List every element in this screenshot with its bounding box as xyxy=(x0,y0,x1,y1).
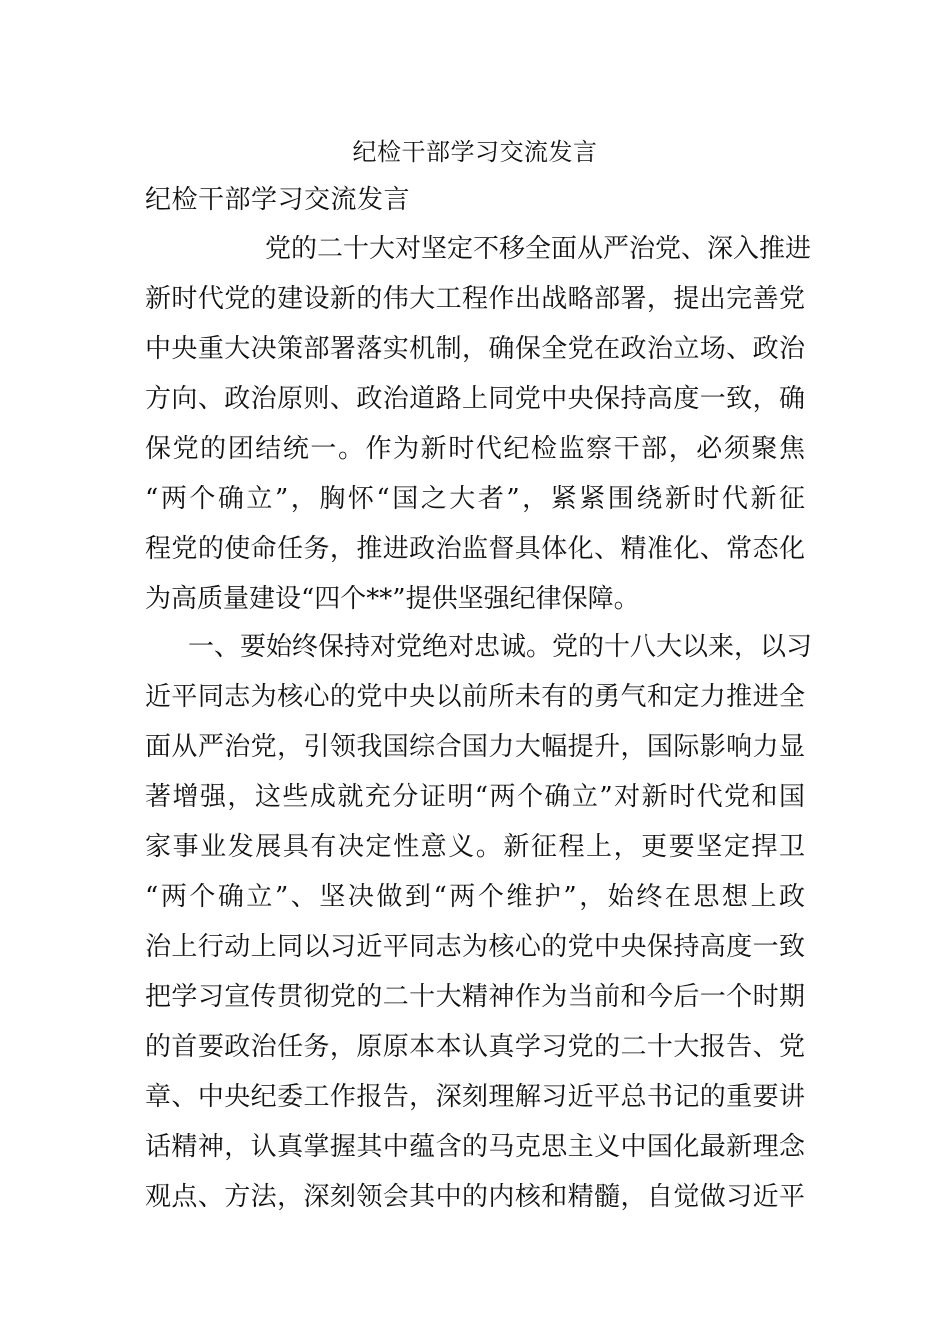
paragraph-line: 的首要政治任务，原原本本认真学习党的二十大报告、党 xyxy=(145,1032,805,1062)
paragraph-line: 方向、政治原则、政治道路上同党中央保持高度一致，确 xyxy=(145,384,805,414)
paragraph-line: 观点、方法，深刻领会其中的内核和精髓，自觉做习近平 xyxy=(145,1182,805,1212)
paragraph-line: 家事业发展具有决定性意义。新征程上，更要坚定捍卫 xyxy=(145,832,805,862)
paragraph-line: 保党的团结统一。作为新时代纪检监察干部，必须聚焦 xyxy=(145,434,805,464)
paragraph-line: 新时代党的建设新的伟大工程作出战略部署，提出完善党 xyxy=(145,284,805,314)
paragraph-line: 一、要始终保持对党绝对忠诚。党的十八大以来，以习 xyxy=(188,632,813,662)
document-title: 纪检干部学习交流发言 xyxy=(352,138,598,166)
paragraph-line: 面从严治党，引领我国综合国力大幅提升，国际影响力显 xyxy=(145,732,805,762)
paragraph-line: 程党的使命任务，推进政治监督具体化、精准化、常态化 xyxy=(145,534,805,564)
paragraph-line: “两个确立”、坚决做到“两个维护”，始终在思想上政 xyxy=(145,882,805,912)
paragraph-line: 党的二十大对坚定不移全面从严治党、深入推进 xyxy=(265,234,812,264)
paragraph-line: 治上行动上同以习近平同志为核心的党中央保持高度一致 xyxy=(145,932,805,962)
document-subtitle: 纪检干部学习交流发言 xyxy=(145,185,411,215)
paragraph-line: 把学习宣传贯彻党的二十大精神作为当前和今后一个时期 xyxy=(145,982,805,1012)
paragraph-line: “两个确立”，胸怀“国之大者”，紧紧围绕新时代新征 xyxy=(145,484,805,514)
paragraph-line: 话精神，认真掌握其中蕴含的马克思主义中国化最新理念 xyxy=(145,1132,805,1162)
paragraph-line: 著增强，这些成就充分证明“两个确立”对新时代党和国 xyxy=(145,782,805,812)
paragraph-line: 中央重大决策部署落实机制，确保全党在政治立场、政治 xyxy=(145,334,805,364)
paragraph-line: 为高质量建设“四个**”提供坚强纪律保障。 xyxy=(145,584,640,614)
paragraph-line: 近平同志为核心的党中央以前所未有的勇气和定力推进全 xyxy=(145,682,805,712)
paragraph-line: 章、中央纪委工作报告，深刻理解习近平总书记的重要讲 xyxy=(145,1082,805,1112)
